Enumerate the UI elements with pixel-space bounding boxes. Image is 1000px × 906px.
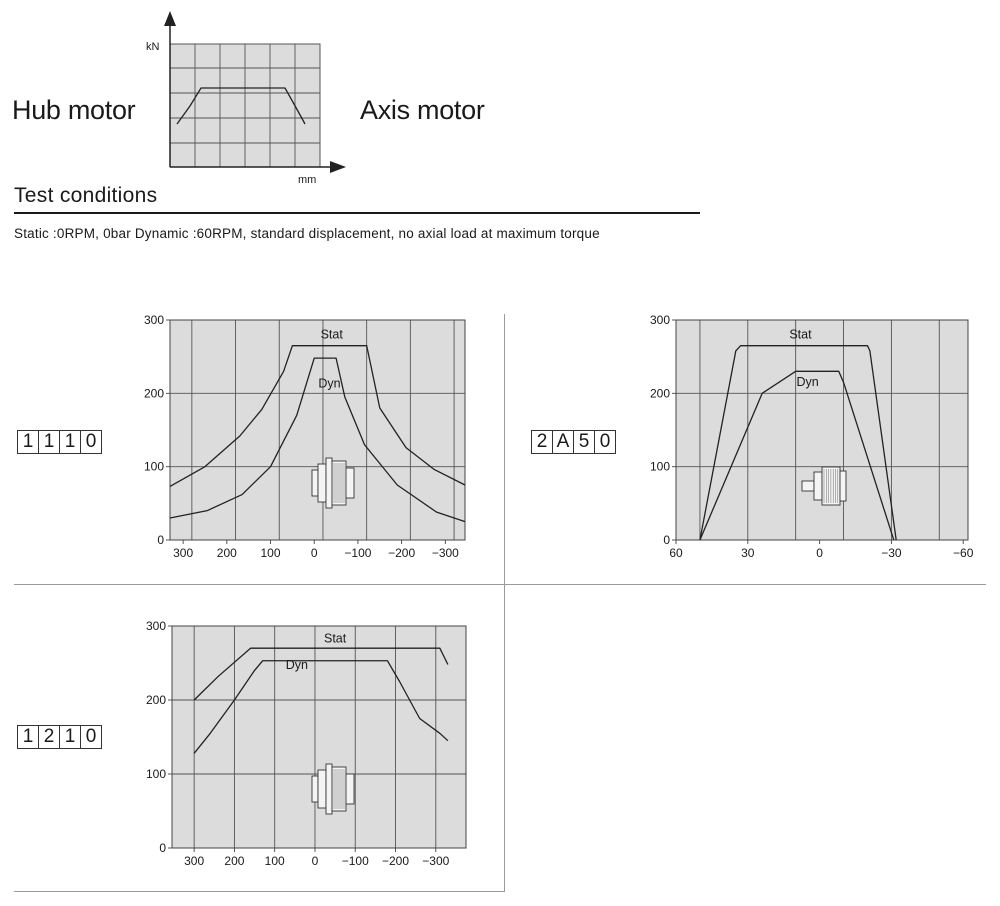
x-tick-label: 0	[310, 546, 318, 560]
x-tick-label: 300	[173, 546, 194, 560]
divider-horizontal	[14, 584, 986, 585]
x-tick-label: 100	[264, 854, 285, 868]
code-digit: 2	[39, 726, 60, 748]
legend-x-unit: mm	[298, 174, 317, 186]
y-tick-label: 100	[649, 459, 670, 474]
code-digit: 0	[599, 431, 611, 452]
y-tick-label: 300	[143, 313, 164, 327]
x-tick-label: −300	[431, 546, 459, 560]
y-tick-label: 200	[143, 386, 164, 401]
code-box-2a50	[531, 430, 616, 454]
y-tick-label: 200	[649, 386, 670, 401]
y-tick-label: 100	[143, 459, 164, 474]
y-tick-label: 0	[157, 533, 164, 547]
x-tick-label: −100	[344, 546, 372, 560]
series-label-stat: Stat	[323, 631, 347, 646]
x-tick-label: 0	[816, 546, 823, 560]
y-tick-label: 300	[649, 313, 670, 327]
code-digit: 1	[18, 431, 39, 453]
x-tick-label: −300	[422, 854, 450, 868]
icon-part	[318, 464, 326, 502]
plot-area	[676, 320, 968, 540]
series-label-stat: Stat	[320, 327, 343, 342]
icon-part	[312, 470, 318, 496]
divider-vertical	[504, 314, 505, 892]
icon-part	[318, 770, 326, 808]
code-box-1110	[17, 430, 102, 454]
heading-rule	[14, 212, 700, 214]
y-tick-label: 0	[663, 533, 670, 547]
axis-motor-label: Axis motor	[360, 95, 485, 125]
x-tick-label: 100	[260, 546, 281, 560]
test-conditions-text: Static :0RPM, 0bar Dynamic :60RPM, standard displacement, no axial load at maximum torque	[14, 226, 600, 241]
x-tick-label: 200	[224, 854, 245, 868]
series-label-dyn: Dyn	[796, 375, 819, 389]
x-tick-label: 200	[216, 546, 237, 560]
y-tick-label: 300	[145, 619, 166, 633]
series-label-stat: Stat	[789, 327, 812, 342]
chart-2a50	[649, 308, 974, 568]
x-tick-label: −100	[341, 854, 369, 868]
x-tick-label: −200	[382, 854, 410, 868]
icon-part	[840, 471, 846, 501]
icon-part	[814, 472, 822, 500]
icon-part	[802, 481, 814, 491]
icon-part	[346, 774, 354, 804]
icon-part	[346, 468, 354, 498]
code-digit: A	[553, 431, 574, 453]
code-digit: 0	[85, 431, 97, 452]
x-tick-label: 0	[311, 854, 319, 868]
code-digit: 5	[574, 431, 595, 453]
code-box-1210	[17, 725, 102, 749]
legend-x-arrow	[330, 161, 346, 173]
series-label-dyn: Dyn	[285, 657, 308, 672]
code-digit: 1	[60, 431, 81, 453]
x-tick-label: −60	[953, 546, 974, 560]
series-label-dyn: Dyn	[318, 376, 341, 391]
icon-part	[312, 776, 318, 802]
x-tick-label: 300	[184, 854, 205, 868]
code-digit: 0	[85, 726, 97, 747]
legend-y-unit: kN	[146, 41, 160, 53]
code-digit: 1	[60, 726, 81, 748]
x-tick-label: 30	[741, 546, 755, 560]
divider-bottom	[14, 891, 505, 892]
code-digit: 1	[18, 726, 39, 748]
icon-part	[326, 764, 332, 814]
chart-1210	[128, 614, 473, 879]
x-tick-label: −200	[388, 546, 416, 560]
hub-motor-label: Hub motor	[12, 95, 136, 125]
code-digit: 2	[532, 431, 553, 453]
legend-y-arrow	[164, 11, 176, 26]
y-tick-label: 200	[145, 693, 166, 707]
code-digit: 1	[39, 431, 60, 453]
chart-1110	[128, 308, 468, 568]
x-tick-label: 60	[669, 546, 683, 560]
x-tick-label: −30	[881, 546, 902, 560]
y-tick-label: 100	[145, 767, 166, 781]
y-tick-label: 0	[159, 841, 166, 855]
test-conditions-heading: Test conditions	[14, 184, 158, 207]
plot-area	[172, 626, 466, 848]
legend-chart	[140, 8, 340, 188]
icon-part	[326, 458, 332, 508]
